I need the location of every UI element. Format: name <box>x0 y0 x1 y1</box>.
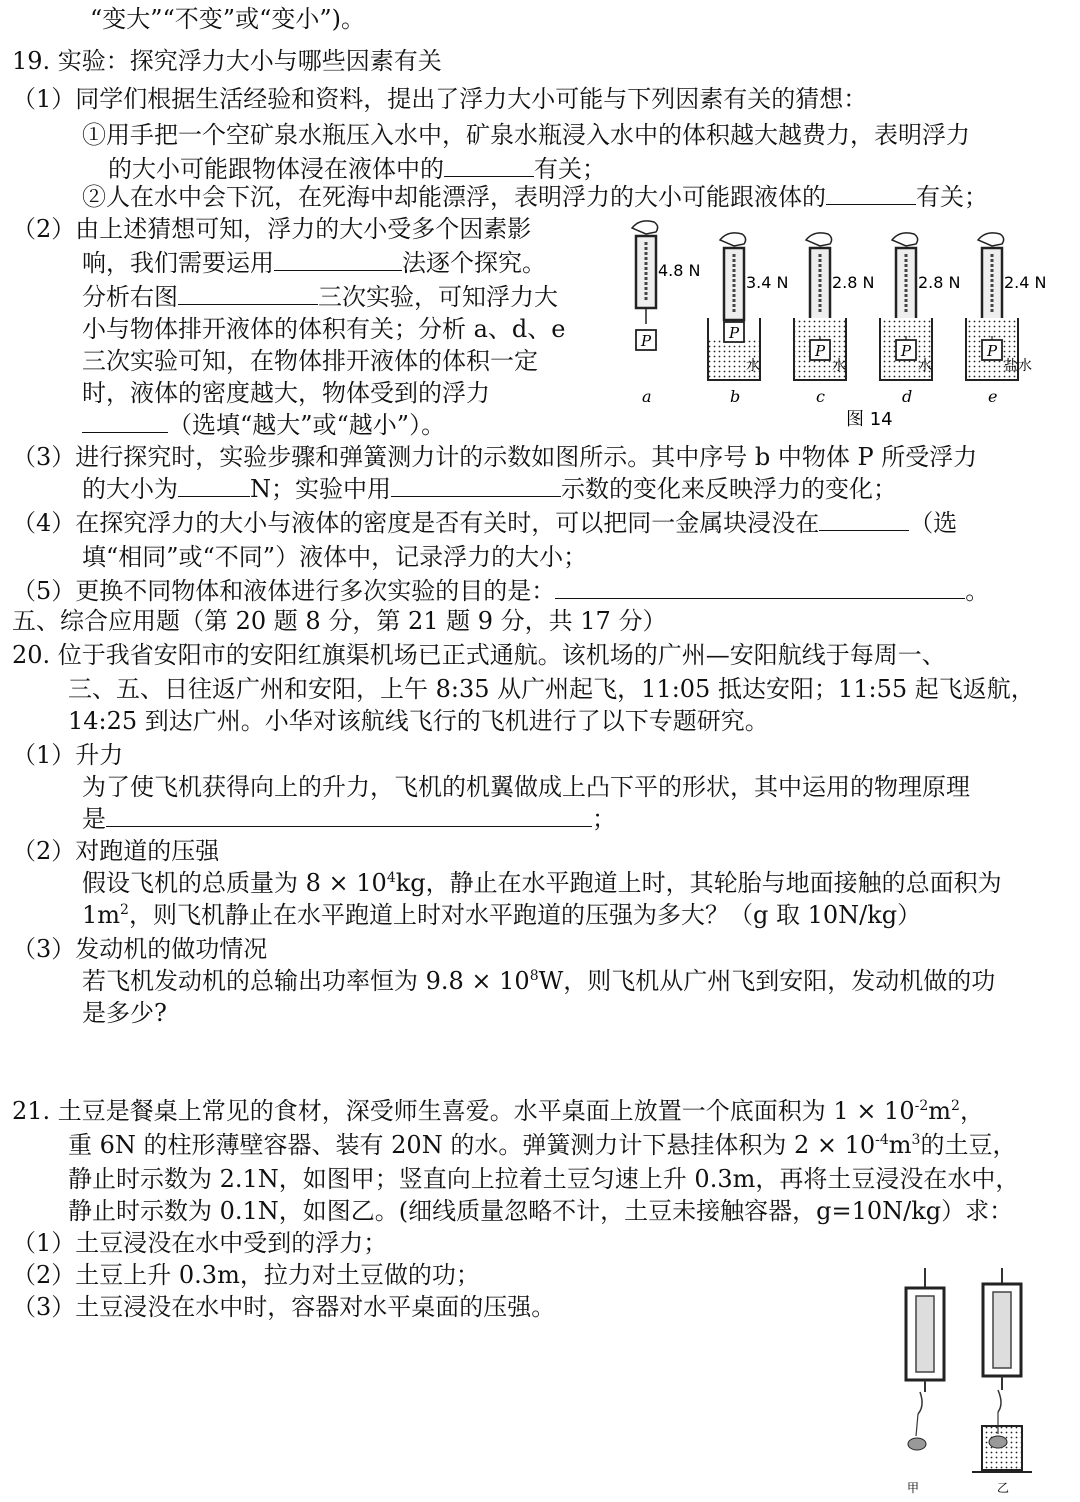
q21-l2-text: 重 6N 的柱形薄壁容器、装有 20N 的水。弹簧测力计下悬挂体积为 2 × 10 <box>68 1131 876 1159</box>
q19-p3-l2 <box>82 472 897 506</box>
object-label: P <box>641 332 652 350</box>
q21-s3: （3）土豆浸没在水中时，容器对水平桌面的压强。 <box>12 1293 556 1321</box>
q21-l1-text2: m <box>928 1097 952 1125</box>
q21-l2-text3: 的土豆， <box>920 1131 1017 1159</box>
answer-blank[interactable] <box>444 154 534 177</box>
superscript: -2 <box>914 1098 929 1114</box>
section-heading: 五、综合应用题（第 20 题 8 分，第 21 题 9 分，共 17 分） <box>12 607 667 635</box>
q19-p4-l2: 填“相同”或“不同”）液体中，记录浮力的大小； <box>82 543 588 571</box>
q19-p3-l2-text: 的大小为 <box>82 475 178 503</box>
q19-p2-l2 <box>82 246 546 280</box>
q19-p3-l2-text3: 示数的变化来反映浮力的变化； <box>561 475 897 503</box>
q21-l1-text3: ， <box>959 1097 984 1125</box>
answer-blank[interactable] <box>178 282 318 305</box>
q20-s2-l2 <box>82 898 921 932</box>
q21-l2-text2: m <box>888 1131 912 1159</box>
answer-blank[interactable] <box>819 508 909 531</box>
label-jia: 甲 <box>907 1481 920 1495</box>
q19-p3-l1: （3）进行探究时，实验步骤和弹簧测力计的示数如图所示。其中序号 b 中物体 P 所受浮力 <box>12 443 978 471</box>
q20-s3-l2: 是多少? <box>82 999 167 1027</box>
q20-l3: 14:25 到达广州。小华对该航线飞行的飞机进行了以下专题研究。 <box>68 707 769 735</box>
liquid-label: 水 <box>918 358 932 374</box>
q20-l1: 20. 位于我省安阳市的安阳红旗渠机场已正式通航。该机场的广州—安阳航线于每周一、 <box>12 641 946 669</box>
superscript: 2 <box>951 1098 960 1114</box>
step-label-b: b <box>730 387 741 406</box>
object-label: P <box>901 342 912 360</box>
q21-l1 <box>12 1094 984 1128</box>
superscript: -4 <box>875 1132 889 1148</box>
apparatus-b <box>708 233 789 406</box>
reading-e: 2.4 N <box>1004 273 1047 292</box>
q20-s2-l2-text2: ，则飞机静止在水平跑道上时对水平跑道的压强为多大？（g 取 10N/kg） <box>128 901 922 929</box>
superscript: 3 <box>911 1132 921 1148</box>
q19-title: 19. 实验：探究浮力大小与哪些因素有关 <box>12 47 442 75</box>
step-label-c: c <box>816 387 825 406</box>
figure-14 <box>598 220 1068 435</box>
q19-p2-l4: 小与物体排开液体的体积有关；分析 a、d、e <box>82 315 566 343</box>
q20-s2-l1 <box>82 866 1002 900</box>
answer-blank[interactable] <box>178 474 250 497</box>
q21-l1-text: 21. 土豆是餐桌上常见的食材，深受师生喜爱。水平桌面上放置一个底面积为 1 × 10 <box>12 1097 915 1125</box>
q19-p1-b-text2: 有关； <box>916 183 988 211</box>
spring-scale-yi <box>972 1268 1032 1472</box>
q19-p2-l3-text2: 三次实验，可知浮力大 <box>318 283 558 311</box>
apparatus-e <box>966 233 1047 406</box>
q19-p3-l2-text2: N；实验中用 <box>250 475 391 503</box>
reading-b: 3.4 N <box>746 273 789 292</box>
step-label-a: a <box>642 387 652 406</box>
q19-p5 <box>12 574 989 608</box>
spring-scale-jia <box>906 1268 944 1450</box>
figure-caption: 图 14 <box>846 409 893 430</box>
q19-p5-text: （5）更换不同物体和液体进行多次实验的目的是： <box>12 577 556 605</box>
q19-p2-l7 <box>82 408 445 442</box>
liquid-label: 水 <box>746 358 760 374</box>
reading-a: 4.8 N <box>658 261 701 280</box>
reading-d: 2.8 N <box>918 273 961 292</box>
answer-blank[interactable] <box>391 474 561 497</box>
q19-p2-l2-text2: 法逐个探究。 <box>402 249 546 277</box>
liquid-label: 水 <box>832 358 846 374</box>
answer-blank[interactable] <box>82 410 168 433</box>
apparatus-a <box>632 221 701 406</box>
q19-p4-l1-text: （4）在探究浮力的大小与液体的密度是否有关时，可以把同一金属块浸没在 <box>12 509 820 537</box>
q20-s3-l1-text2: W，则飞机从广州飞到安阳，发动机做的功 <box>538 967 996 995</box>
q20-s2-l1-text: 假设飞机的总质量为 8 × 10 <box>82 869 387 897</box>
q19-p2-l6: 时，液体的密度越大，物体受到的浮力 <box>82 379 490 407</box>
object-label: P <box>987 342 998 360</box>
q19-p4-l1 <box>12 506 957 540</box>
q19-p2-l5: 三次实验可知，在物体排开液体的体积一定 <box>82 347 538 375</box>
q20-s3-l1-text: 若飞机发动机的总输出功率恒为 9.8 × 10 <box>82 967 530 995</box>
apparatus-d <box>880 233 961 406</box>
superscript: 8 <box>529 968 539 984</box>
step-label-d: d <box>902 387 913 406</box>
step-label-e: e <box>988 387 998 406</box>
label-yi: 乙 <box>997 1481 1010 1495</box>
q19-p2-l7-text: （选填“越大”或“越小”）。 <box>168 411 446 439</box>
q20-s1-l2 <box>82 802 616 836</box>
q20-s3-l1 <box>82 964 995 998</box>
q20-s2-title: （2）对跑道的压强 <box>12 837 220 865</box>
q19-p1-a2-text2: 有关； <box>534 155 606 183</box>
q21-s1: （1）土豆浸没在水中受到的浮力； <box>12 1229 388 1257</box>
q19-p1-a1: ①用手把一个空矿泉水瓶压入水中，矿泉水瓶浸入水中的体积越大越费力，表明浮力 <box>82 121 970 149</box>
q21-l3: 静止时示数为 2.1N，如图甲；竖直向上拉着土豆匀速上升 0.3m，再将土豆浸没在水中， <box>68 1165 1020 1193</box>
liquid-label: 盐水 <box>1004 358 1032 374</box>
object-label: P <box>815 342 826 360</box>
q21-l4: 静止时示数为 0.1N，如图乙。(细线质量忽略不计，土豆未接触容器，g=10N/kg）求： <box>68 1197 1014 1225</box>
q19-p4-l1-text2: （选 <box>909 509 958 537</box>
q19-p2-l2-text: 响，我们需要运用 <box>82 249 274 277</box>
answer-blank[interactable] <box>274 248 402 271</box>
q21-s2: （2）土豆上升 0.3m，拉力对土豆做的功； <box>12 1261 480 1289</box>
apparatus-c <box>794 233 875 406</box>
q19-p1-head: （1）同学们根据生活经验和资料，提出了浮力大小可能与下列因素有关的猜想： <box>12 85 868 113</box>
q20-s1-title: （1）升力 <box>12 741 124 769</box>
q19-p1-b-text: ②人在水中会下沉，在死海中却能漂浮，表明浮力的大小可能跟液体的 <box>82 183 826 211</box>
q19-p5-text2: 。 <box>965 577 990 605</box>
reading-c: 2.8 N <box>832 273 875 292</box>
q20-s2-l2-text: 1m <box>82 901 121 929</box>
q19-p2-l3-text: 分析右图 <box>82 283 178 311</box>
answer-blank[interactable] <box>826 182 916 205</box>
q19-p1-b <box>82 180 988 214</box>
q20-l2: 三、五、日往返广州和安阳，上午 8:35 从广州起飞，11:05 抵达安阳；11:55 起飞返航， <box>68 675 1035 703</box>
figure-q21 <box>880 1266 1070 1496</box>
q18-tail: “变大”“不变”或“变小”)。 <box>90 5 365 33</box>
answer-blank[interactable] <box>555 576 965 599</box>
answer-blank[interactable] <box>106 804 592 827</box>
q19-p1-a2-text: 的大小可能跟物体浸在液体中的 <box>108 155 444 183</box>
q20-s1-l2-text2: ； <box>592 805 616 833</box>
q20-s3-title: （3）发动机的做功情况 <box>12 935 268 963</box>
object-label: P <box>729 324 740 342</box>
superscript: 2 <box>120 902 129 918</box>
superscript: 4 <box>386 870 396 886</box>
q21-l2 <box>68 1128 1016 1162</box>
q20-s1-l1: 为了使飞机获得向上的升力，飞机的机翼做成上凸下平的形状，其中运用的物理原理 <box>82 773 970 801</box>
q19-p2-l1: （2）由上述猜想可知，浮力的大小受多个因素影 <box>12 215 532 243</box>
q20-s2-l1-text2: kg，静止在水平跑道上时，其轮胎与地面接触的总面积为 <box>395 869 1002 897</box>
q20-s1-l2-text: 是 <box>82 805 106 833</box>
q19-p2-l3 <box>82 280 558 314</box>
